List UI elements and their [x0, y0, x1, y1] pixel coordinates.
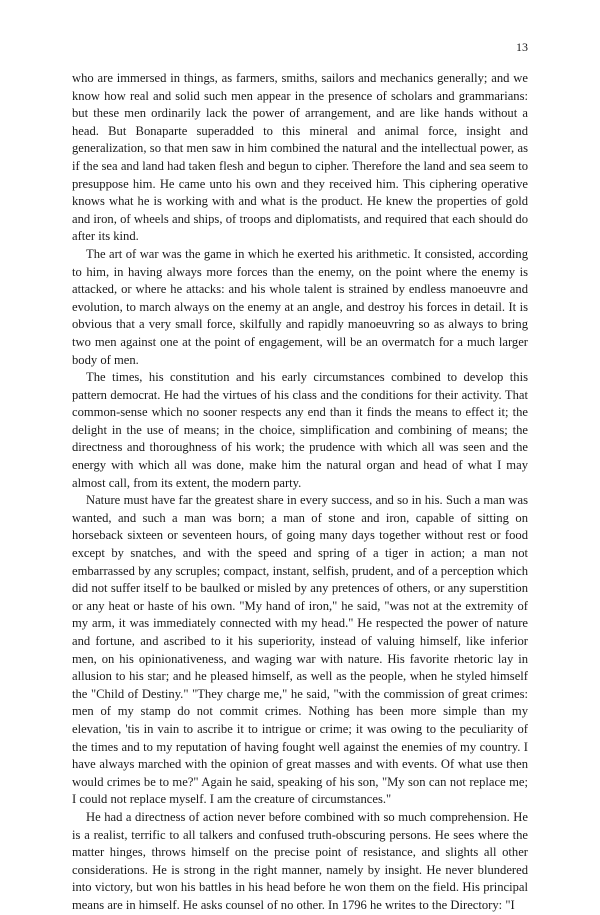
- page-number: 13: [516, 40, 528, 54]
- paragraph: who are immersed in things, as farmers, smiths, sailors and mechanics generally; and we know how real and solid such men appear in the presence of scholars and grammarians: but these men ordinarily lack the power of arrangement, and are like hands without a head. But Bonaparte superadded to this mineral and animal force, insight and generalization, so that men saw in him combined the natural and the intellectual power, as if the sea and land had taken flesh and begun to cipher. Therefore the land and sea seem to presuppose him. He came unto his own and they received him. This ciphering operative knows what he is working with and what is the product. He knew the properties of gold and iron, of wheels and ships, of troops and diplomatists, and required that each should do after its kind.: [72, 71, 528, 244]
- paragraph: Nature must have far the greatest share in every success, and so in his. Such a man was wanted, and such a man was born; a man of stone and iron, capable of sitting on horseback sixteen or seventeen hours, of going many days together without rest or food except by snatches, and with the speed and spring of a tiger in action; a man not embarrassed by any scruples; compact, instant, selfish, prudent, and of a perception which did not suffer itself to be baulked or misled by any pretences of others, or any superstition or any heat or haste of his own. "My hand of iron," he said, "was not at the extremity of my arm, it was immediately connected with my head." He respected the power of nature and fortune, and ascribed to it his superiority, instead of valuing himself, like inferior men, on his opinionativeness, and waging war with nature. His favorite rhetoric lay in allusion to his star; and he pleased himself, as well as the people, when he styled himself the "Child of Destiny." "They charge me," he said, "with the commission of great crimes: men of my stamp do not commit crimes. Nothing has been more simple than my elevation, 'tis in vain to ascribe it to intrigue or crime; it was owing to the peculiarity of the times and to my reputation of having fought well against the enemies of my country. I have always marched with the opinion of great masses and with events. Of what use then would crimes be to me?" Again he said, speaking of his son, "My son can not replace me; I could not replace myself. I am the creature of circumstances.": [72, 493, 528, 807]
- paragraph: He had a directness of action never before combined with so much comprehension. He is a realist, terrific to all talkers and confused truth-obscuring persons. He sees where the matter hinges, throws himself on the precise point of resistance, and slights all other considerations. He is strong in the right manner, namely by insight. He never blundered into victory, but won his battles in his head before he won them on the field. His principal means are in himself. He asks counsel of no other. In 1796 he writes to the Directory: "I: [72, 809, 528, 912]
- paragraph: The times, his constitution and his early circumstances combined to develop this pattern democrat. He had the virtues of his class and the conditions for their activity. That common-sense which no sooner respects any end than it finds the means to effect it; the delight in the use of means; in the choice, simplification and combining of means; the directness and thoroughness of his work; the prudence with which all was seen and the energy with which all was done, make him the natural organ and head of what I may almost call, from its extent, the modern party.: [72, 370, 528, 490]
- body-text: [72, 70, 528, 915]
- paragraph: The art of war was the game in which he exerted his arithmetic. It consisted, according to him, in having always more forces than the enemy, on the point where the enemy is attacked, or where he attacks: and his whole talent is strained by endless manoeuvre and evolution, to march always on the enemy at an angle, and destroy his forces in detail. It is obvious that a very small force, skilfully and rapidly manoeuvring so as always to bring two men against one at the point of engagement, will be an overmatch for a much larger body of men.: [72, 246, 528, 367]
